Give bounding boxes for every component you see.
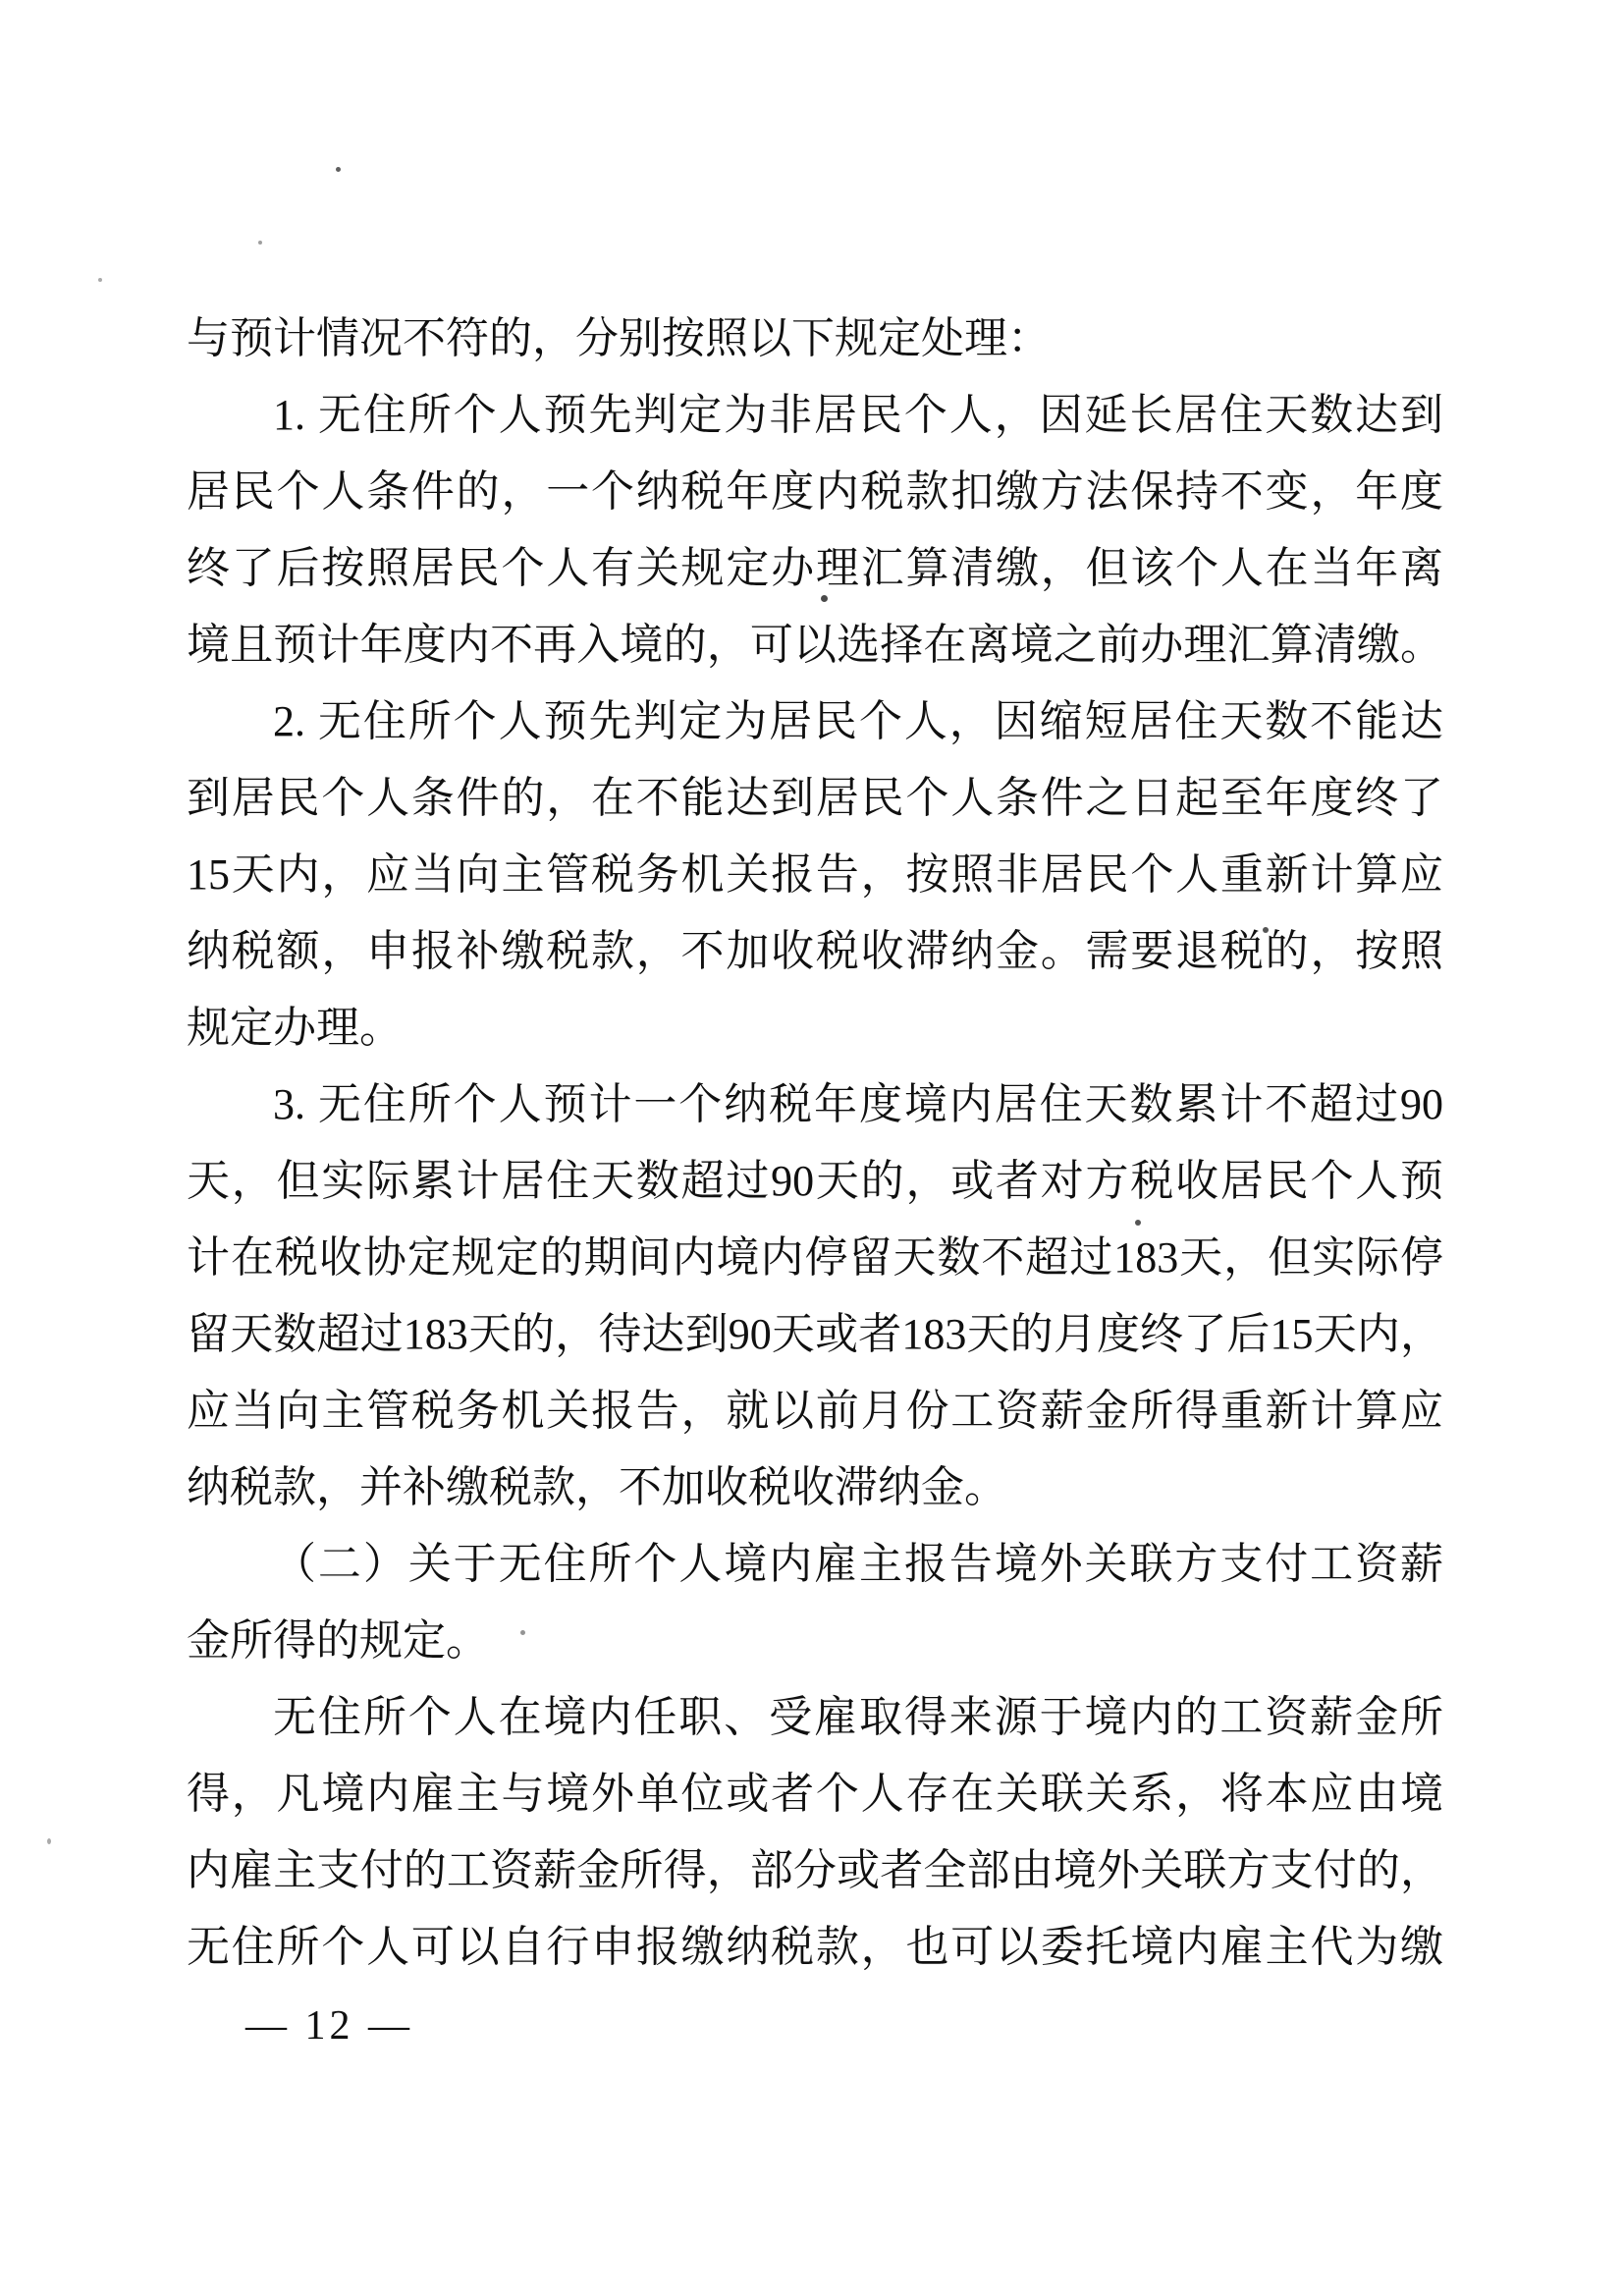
text-line: 计在税收协定规定的期间内境内停留天数不超过183天，但实际停 — [187, 1233, 1443, 1282]
scan-speck — [47, 1838, 51, 1844]
text-line: 3. 无住所个人预计一个纳税年度境内居住天数累计不超过90 — [273, 1080, 1443, 1128]
text-line: 无住所个人可以自行申报缴纳税款，也可以委托境内雇主代为缴 — [187, 1923, 1443, 1971]
text-line: 纳税款，并补缴税款，不加收税收滞纳金。 — [187, 1463, 1007, 1511]
text-line: 留天数超过183天的，待达到90天或者183天的月度终了后15天内， — [187, 1310, 1443, 1358]
paragraph — [187, 1679, 1443, 1986]
text-line: 2. 无住所个人预先判定为居民个人，因缩短居住天数不能达 — [273, 697, 1443, 745]
text-line: 金所得的规定。 — [187, 1616, 489, 1665]
scan-speck — [258, 241, 262, 245]
text-line: 与预计情况不符的，分别按照以下规定处理： — [187, 314, 1051, 362]
text-line: 境且预计年度内不再入境的，可以选择在离境之前办理汇算清缴。 — [187, 621, 1443, 669]
paragraph — [187, 683, 1443, 1066]
scan-speck — [98, 278, 102, 282]
scan-speck — [336, 167, 341, 172]
paragraph — [187, 377, 1443, 683]
text-line: 规定办理。 — [187, 1004, 403, 1052]
text-line: 终了后按照居民个人有关规定办理汇算清缴，但该个人在当年离 — [187, 544, 1443, 592]
text-line: （二）关于无住所个人境内雇主报告境外关联方支付工资薪 — [273, 1540, 1443, 1588]
text-line: 15天内，应当向主管税务机关报告，按照非居民个人重新计算应 — [187, 850, 1443, 899]
text-line: 1. 无住所个人预先判定为非居民个人，因延长居住天数达到 — [273, 391, 1443, 439]
text-line: 居民个人条件的，一个纳税年度内税款扣缴方法保持不变，年度 — [187, 467, 1443, 516]
text-line: 纳税额，申报补缴税款，不加收税收滞纳金。需要退税的，按照 — [187, 927, 1443, 975]
text-line: 应当向主管税务机关报告，就以前月份工资薪金所得重新计算应 — [187, 1387, 1443, 1435]
paragraph — [187, 1066, 1443, 1526]
text-line: 内雇主支付的工资薪金所得，部分或者全部由境外关联方支付的， — [187, 1846, 1443, 1894]
text-line: 得，凡境内雇主与境外单位或者个人存在关联关系，将本应由境 — [187, 1770, 1443, 1818]
text-line: 无住所个人在境内任职、受雇取得来源于境内的工资薪金所 — [273, 1693, 1443, 1741]
paragraph — [187, 1526, 1443, 1679]
page-number: — 12 — — [245, 2003, 413, 2049]
body-text — [187, 301, 1443, 1986]
text-line: 到居民个人条件的，在不能达到居民个人条件之日起至年度终了 — [187, 774, 1443, 822]
paragraph — [187, 301, 1443, 377]
text-line: 天，但实际累计居住天数超过90天的，或者对方税收居民个人预 — [187, 1157, 1443, 1205]
